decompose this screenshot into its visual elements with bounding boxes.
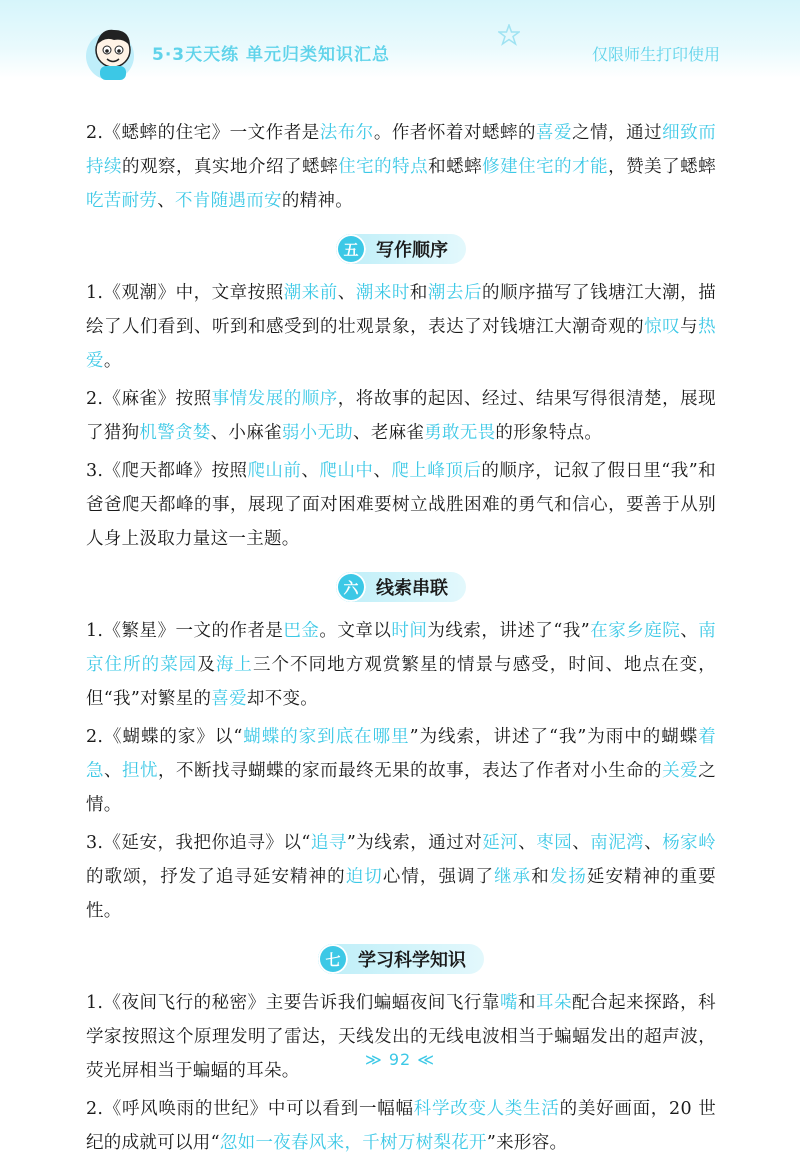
text-segment: 和蟋蟀	[428, 157, 483, 177]
highlighted-answer: 时间	[391, 621, 428, 641]
highlighted-answer: 事情发展的顺序	[211, 389, 338, 409]
highlighted-answer: 嘴	[499, 993, 518, 1013]
text-segment: 为线索，讲述了“我”	[427, 621, 591, 641]
section-heading-pill	[318, 944, 484, 974]
highlighted-answer: 住宅的特点	[338, 157, 429, 177]
text-segment: 2.《蝴蝶的家》以“	[86, 727, 243, 747]
text-segment: 和	[531, 867, 550, 887]
text-segment: 、	[572, 833, 591, 853]
highlighted-answer: 迫切	[345, 867, 383, 887]
text-segment: 1.《夜间飞行的秘密》主要告诉我们蝙蝠夜间飞行靠	[86, 993, 500, 1013]
highlighted-answer: 巴金	[283, 621, 320, 641]
text-segment: ”来形容。	[486, 1133, 568, 1153]
header-title: 5·3天天练 单元归类知识汇总	[152, 45, 391, 65]
text-segment: 、老麻雀	[353, 423, 425, 443]
text-segment: 配合起来探路，科学家按照这个原理发明了雷达，天线发出的无线电波相当于蝙蝠发出的超声波，荧光屏相当于蝙蝠的耳朵。	[86, 993, 716, 1081]
text-segment: 2.《蟋蟀的住宅》一文作者是	[86, 123, 320, 143]
text-segment: 、	[373, 461, 392, 481]
highlighted-answer: 南京住所的菜园	[86, 621, 717, 675]
text-segment: 3.《延安，我把你追寻》以“	[86, 833, 311, 853]
highlighted-answer: 科学改变人类生活	[413, 1099, 560, 1119]
section-title: 线索串联	[376, 578, 448, 599]
highlighted-answer: 杨家岭	[662, 833, 716, 853]
text-segment: 和	[409, 283, 428, 303]
highlighted-answer: 发扬	[549, 867, 587, 887]
section-title: 写作顺序	[376, 240, 448, 261]
text-segment: 的顺序，记叙了假日里“我”和爸爸爬天都峰的事，展现了面对困难要树立战胜困难的勇气和信心，要善于从别人身上汲取力量这一主题。	[86, 461, 716, 549]
highlighted-answer: 南泥湾	[590, 833, 645, 853]
highlighted-answer: 延河	[482, 833, 519, 853]
highlighted-answer: 蝴蝶的家到底在哪里	[242, 727, 410, 747]
highlighted-answer: 细致而持续	[86, 123, 717, 177]
highlighted-answer: 惊叹	[644, 317, 681, 337]
list-item	[86, 382, 716, 450]
text-segment: 。作者怀着对蟋蟀的	[373, 123, 537, 143]
text-segment: 、	[644, 833, 663, 853]
text-segment: 、	[301, 461, 320, 481]
highlighted-answer: 法布尔	[319, 123, 374, 143]
section-heading	[86, 566, 716, 608]
list-item	[86, 720, 716, 822]
text-segment: 却不变。	[246, 689, 319, 709]
list-item	[86, 826, 716, 928]
highlighted-answer: 喜爱	[211, 689, 247, 709]
list-item	[86, 614, 716, 716]
text-segment: 和	[517, 993, 536, 1013]
text-segment: 的观察，真实地介绍了蟋蟀	[122, 157, 339, 177]
text-segment: 、	[104, 761, 123, 781]
section-title: 学习科学知识	[358, 950, 466, 971]
highlighted-answer: 喜爱	[536, 123, 573, 143]
list-item	[86, 454, 716, 556]
main-content	[86, 116, 716, 1164]
text-segment: 2.《呼风唤雨的世纪》中可以看到一幅幅	[86, 1099, 414, 1119]
text-segment: 的歌颂，抒发了追寻延安精神的	[86, 867, 346, 887]
highlighted-answer: 爬山中	[319, 461, 374, 481]
highlighted-answer: 海上	[215, 655, 253, 675]
text-segment: 心情，强调了	[382, 867, 495, 887]
text-segment: 、小麻雀	[210, 423, 282, 443]
header-usage-note: 仅限师生打印使用	[591, 45, 720, 64]
text-segment: ”为线索，通过对	[346, 833, 483, 853]
highlighted-answer: 热爱	[86, 317, 716, 371]
highlighted-answer: 爬上峰顶后	[391, 461, 482, 481]
highlighted-answer: 忽如一夜春风来，千树万树梨花开	[219, 1133, 487, 1153]
text-segment: 延安精神的重要性。	[86, 867, 716, 921]
text-segment: 三个不同地方观赏繁星的情景与感受，时间、地点在变，但“我”对繁星的	[86, 655, 716, 709]
highlighted-answer: 在家乡庭院	[590, 621, 681, 641]
text-segment: 之情。	[86, 761, 716, 815]
text-segment: 。文章以	[319, 621, 392, 641]
text-segment: 的精神。	[281, 191, 354, 211]
list-item	[86, 986, 716, 1088]
text-segment: 3.《爬天都峰》按照	[86, 461, 248, 481]
mascot-boy-icon	[80, 20, 146, 86]
section-heading	[86, 228, 716, 270]
highlighted-answer: 关爱	[662, 761, 699, 781]
text-segment: 、	[680, 621, 699, 641]
text-segment: 的顺序描写了钱塘江大潮，描绘了人们看到、听到和感受到的壮观景象，表达了对钱塘江大潮奇观的	[86, 283, 716, 337]
highlighted-answer: 枣园	[536, 833, 573, 853]
section-heading-pill	[336, 234, 466, 264]
highlighted-answer: 爬山前	[247, 461, 302, 481]
list-item	[86, 276, 716, 378]
list-item	[86, 116, 716, 218]
text-segment: 之情，通过	[572, 123, 663, 143]
text-segment: 的形象特点。	[495, 423, 603, 443]
highlighted-answer: 不肯随遇而安	[175, 191, 282, 211]
text-segment: 。	[103, 351, 122, 371]
highlighted-answer: 担忧	[122, 761, 159, 781]
section-number-badge: 六	[336, 572, 366, 602]
text-segment: ，不断找寻蝴蝶的家而最终无果的故事，表达了作者对小生命的	[158, 761, 663, 781]
highlighted-answer: 潮去后	[427, 283, 482, 303]
star-icon	[498, 24, 520, 46]
text-segment: ”为线索，讲述了“我”为雨中的蝴蝶	[409, 727, 699, 747]
highlighted-answer: 潮来前	[283, 283, 338, 303]
text-segment: 、	[337, 283, 356, 303]
text-segment: 、	[157, 191, 176, 211]
text-segment: 2.《麻雀》按照	[86, 389, 212, 409]
highlighted-answer: 吃苦耐劳	[86, 191, 158, 211]
page-number: ≫ 92 ≪	[364, 1050, 436, 1069]
text-segment: 的美好画面，20 世纪的成就可以用“	[86, 1099, 716, 1153]
highlighted-answer: 继承	[494, 867, 532, 887]
section-number-badge: 七	[318, 944, 348, 974]
highlighted-answer: 潮来时	[355, 283, 410, 303]
text-segment: 及	[197, 655, 216, 675]
list-item	[86, 1092, 716, 1160]
text-segment: ，将故事的起因、经过、结果写得很清楚，展现了猎狗	[86, 389, 716, 443]
section-number-badge: 五	[336, 234, 366, 264]
highlighted-answer: 追寻	[310, 833, 347, 853]
text-segment: 、	[518, 833, 537, 853]
text-segment: 1.《繁星》一文的作者是	[86, 621, 284, 641]
highlighted-answer: 勇敢无畏	[424, 423, 496, 443]
highlighted-answer: 耳朵	[536, 993, 573, 1013]
text-segment: 与	[680, 317, 699, 337]
section-heading	[86, 938, 716, 980]
highlighted-answer: 着急	[86, 727, 716, 781]
text-segment: 1.《观潮》中，文章按照	[86, 283, 284, 303]
text-segment: ，赞美了蟋蟀	[608, 157, 716, 177]
highlighted-answer: 修建住宅的才能	[482, 157, 609, 177]
section-heading-pill	[336, 572, 466, 602]
highlighted-answer: 机警贪婪	[139, 423, 211, 443]
highlighted-answer: 弱小无助	[281, 423, 354, 443]
page-header	[0, 0, 800, 90]
